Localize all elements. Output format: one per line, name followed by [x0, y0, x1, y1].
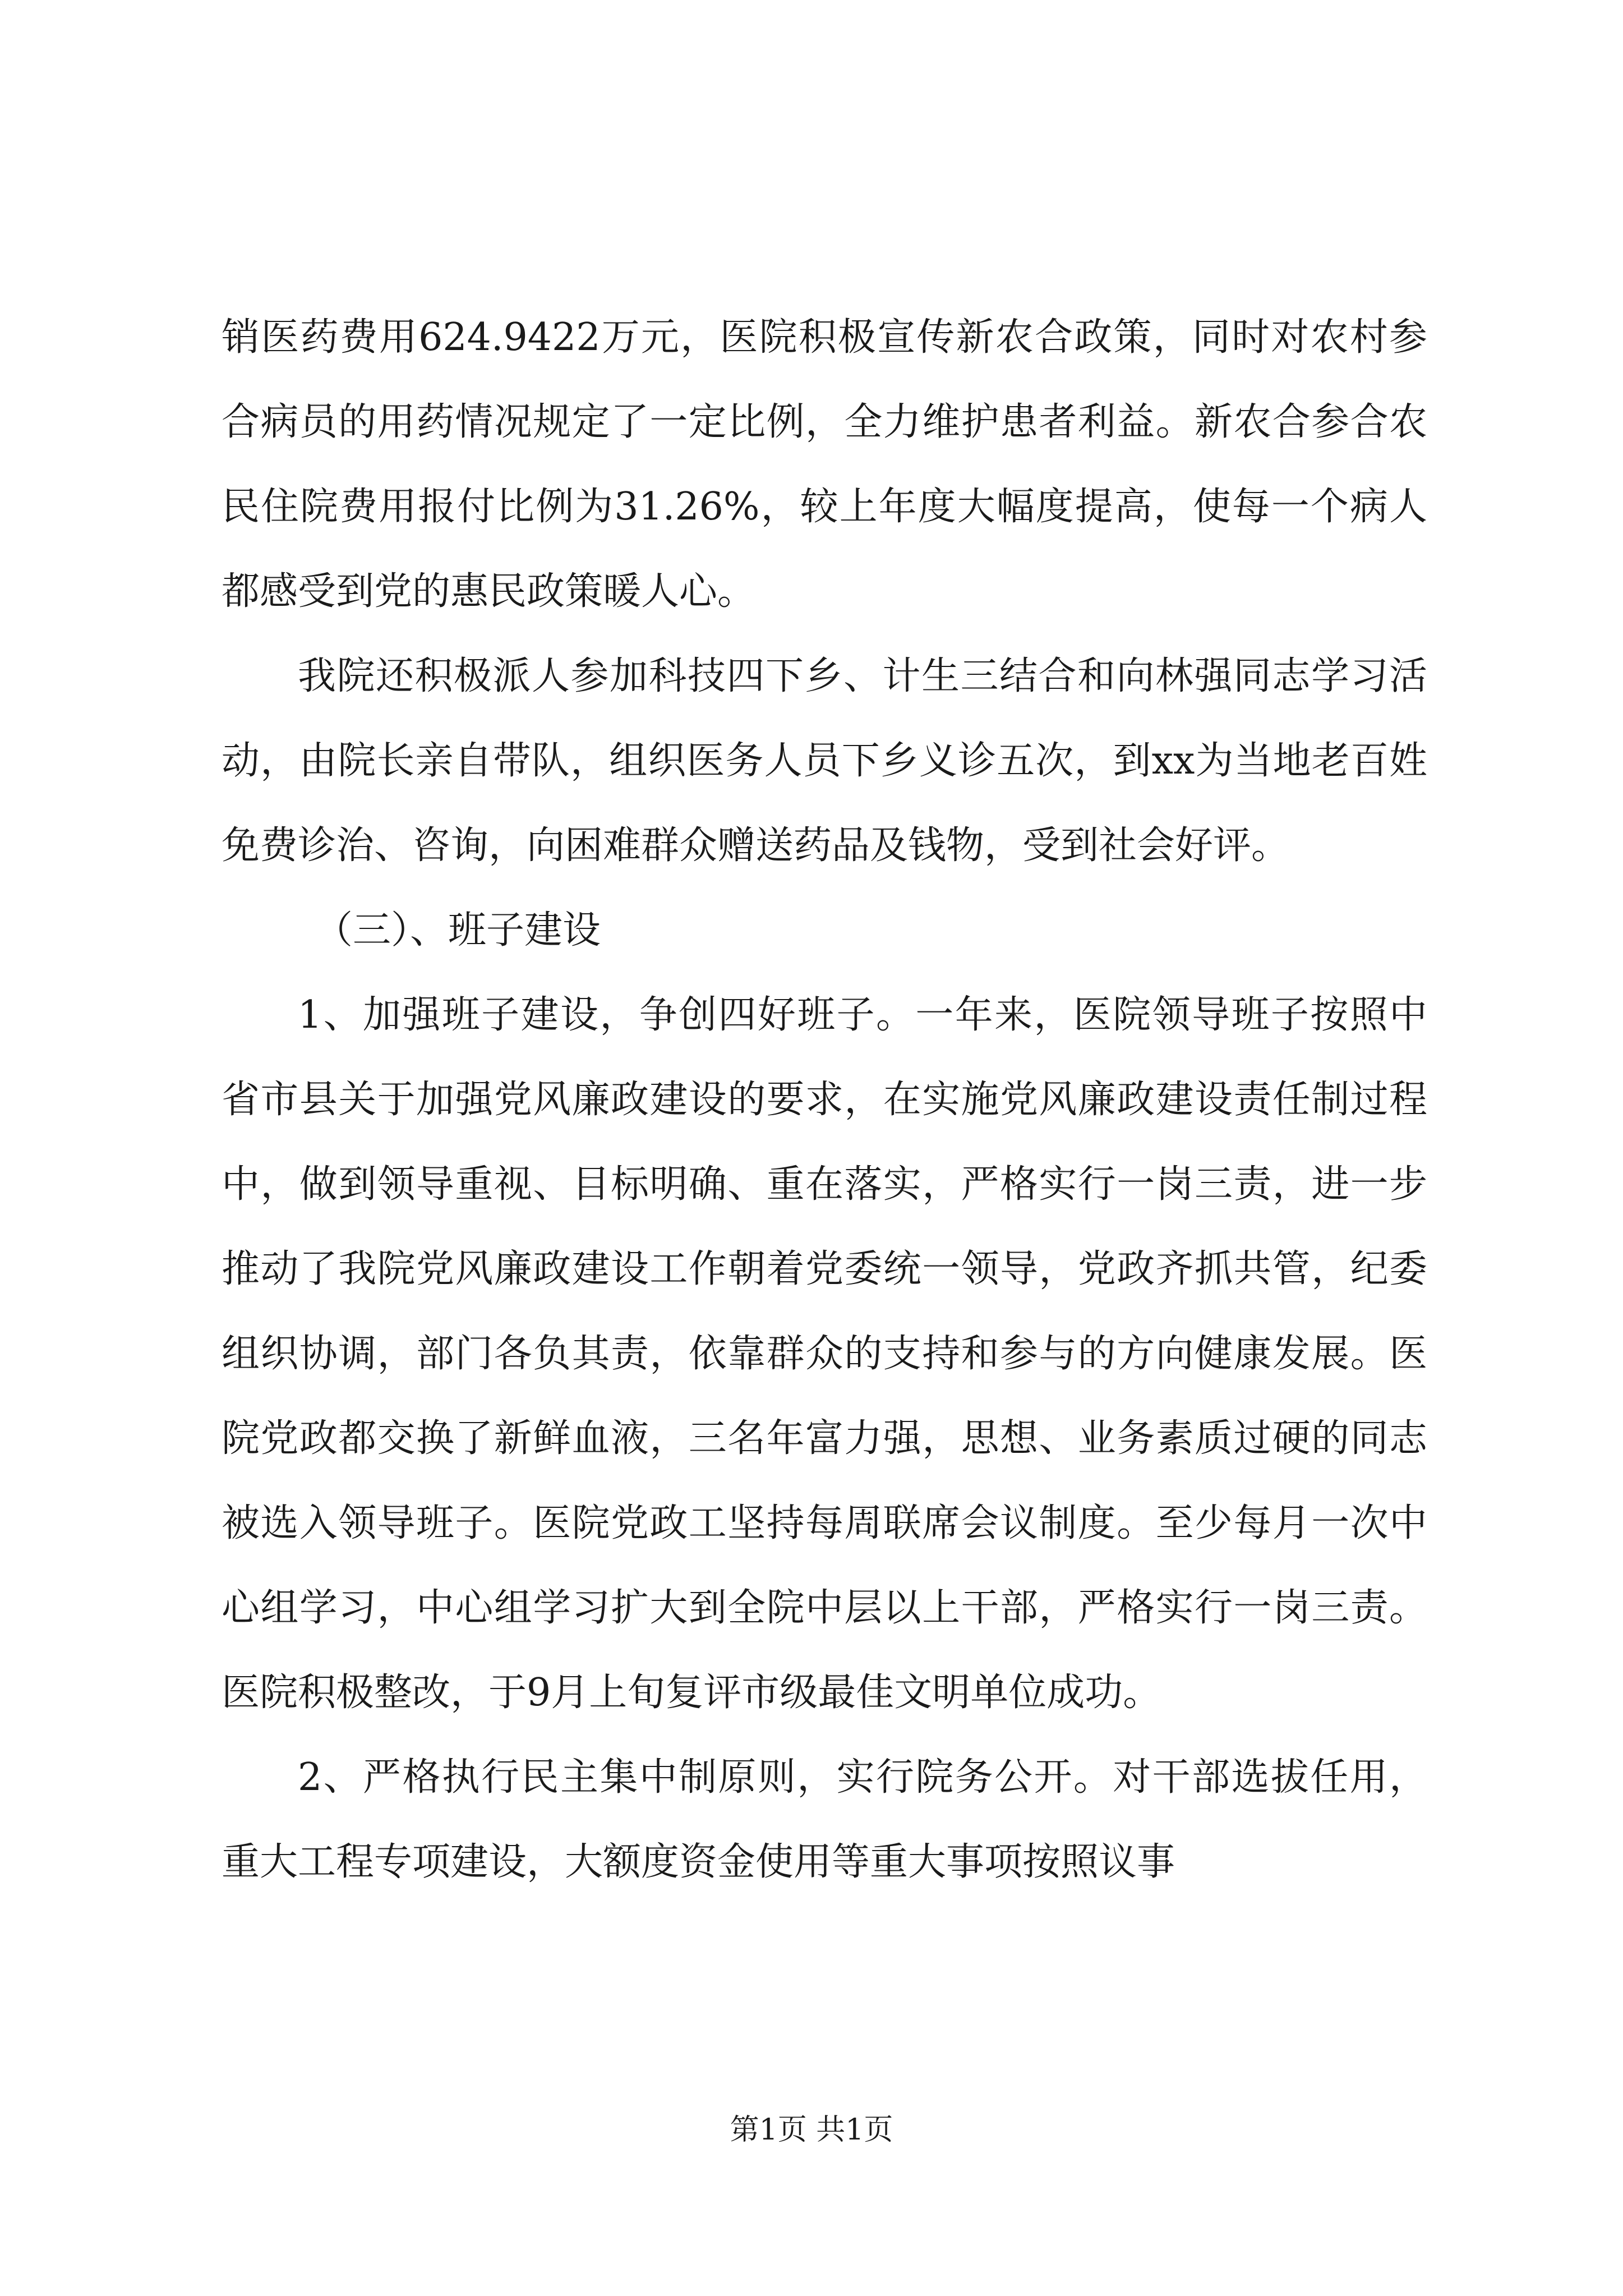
- paragraph-2: 我院还积极派人参加科技四下乡、计生三结合和向林强同志学习活动，由院长亲自带队，组织医务人员下乡义诊五次，到xx为当地老百姓免费诊治、咨询，向困难群众赠送药品及钱物，受到社会好评。: [222, 654, 1427, 868]
- paragraph-1: 销医药费用624.9422万元，医院积极宣传新农合政策，同时对农村参合病员的用药情况规定了一定比例，全力维护患者利益。新农合参合农民住院费用报付比例为31.26%，较上年度大幅度提高，使每一个病人都感受到党的惠民政策暖人心。: [222, 315, 1427, 614]
- paragraph-4: 2、严格执行民主集中制原则，实行院务公开。对干部选拔任用，重大工程专项建设，大额度资金使用等重大事项按照议事: [222, 1755, 1427, 1884]
- page-footer: 第1页 共1页: [730, 2113, 893, 2147]
- section-heading: （三）、班子建设: [315, 908, 601, 953]
- document-body: [222, 295, 1427, 1904]
- paragraph-3: 1、加强班子建设，争创四好班子。一年来，医院领导班子按照中省市县关于加强党风廉政建设的要求，在实施党风廉政建设责任制过程中，做到领导重视、目标明确、重在落实，严格实行一岗三责，进一步推动了我院党风廉政建设工作朝着党委统一领导，党政齐抓共管，纪委组织协调，部门各负其责，依靠群众的支持和参与的方向健康发展。医院党政都交换了新鲜血液，三名年富力强，思想、业务素质过硬的同志被选入领导班子。医院党政工坚持每周联席会议制度。至少每月一次中心组学习，中心组学习扩大到全院中层以上干部，严格实行一岗三责。医院积极整改，于9月上旬复评市级最佳文明单位成功。: [222, 993, 1427, 1715]
